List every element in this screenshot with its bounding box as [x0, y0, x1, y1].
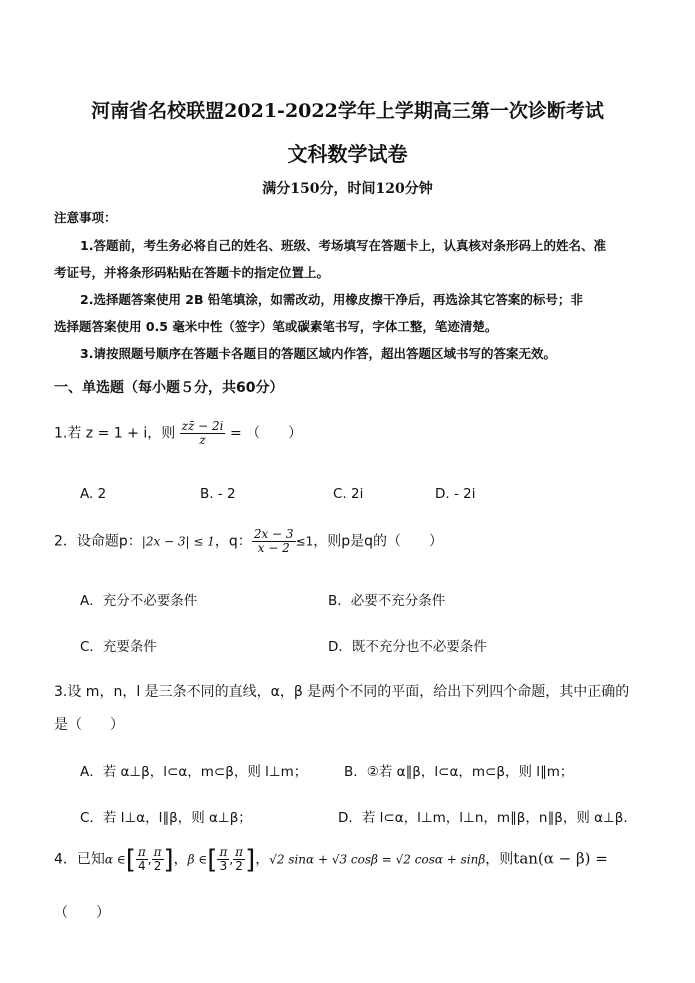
q4-sep-1: ，	[173, 851, 188, 868]
q3-option-b: B．②若 α∥β，l⊂α，m⊂β，则 l∥m；	[344, 764, 574, 780]
q4-beta-upper	[233, 846, 245, 873]
q2-fraction-denominator: x − 2	[257, 541, 290, 556]
question-3-line-1: 3.设 m，n，l 是三条不同的直线，α，β 是两个不同的平面，给出下列四个命题，其中正确的	[54, 684, 630, 700]
notice-item-3: 3.请按照题号顺序在答题卡各题目的答题区域内作答，超出答题区域书写的答案无效。	[80, 346, 556, 361]
q3-option-c: C．若 l⊥α，l∥β，则 α⊥β；	[80, 810, 252, 826]
q1-option-a: A. 2	[80, 486, 107, 502]
q1-option-c: C. 2i	[333, 486, 364, 502]
q2-option-d: D．既不充分也不必要条件	[328, 639, 487, 655]
q1-option-b: B. - 2	[200, 486, 236, 502]
q4-alpha-lower-num: π	[137, 845, 146, 859]
q4-beta-lower-den: 3	[219, 859, 228, 874]
q4-alpha-upper	[152, 846, 164, 873]
q4-beta-upper-num: π	[235, 845, 244, 859]
notice-item-1-line-1: 1.答题前，考生务必将自己的姓名、班级、考场填写在答题卡上，认真核对条形码上的姓名、准	[80, 238, 606, 253]
q2-fraction-numerator: 2x − 3	[253, 527, 294, 541]
question-3-line-2: 是（ ）	[54, 717, 124, 733]
q4-then: ，则	[485, 851, 514, 868]
q1-prefix: 1.若 z = 1 + i，则	[54, 425, 176, 442]
q2-proposition-p: |2x − 3| ≤ 1	[141, 534, 215, 549]
q4-target: tan(α − β) =	[513, 849, 608, 868]
question-1	[54, 420, 302, 447]
q4-alpha-upper-den: 2	[153, 859, 162, 874]
q4-equation: √2 sinα + √3 cosβ = √2 cosα + sinβ	[269, 852, 486, 867]
question-2	[54, 528, 443, 555]
question-4	[54, 846, 608, 873]
q2-prefix: 2．设命题p：	[54, 533, 142, 550]
q4-answer-blank: （ ）	[54, 905, 110, 921]
q4-alpha-upper-num: π	[153, 845, 162, 859]
q4-beta-close-bracket: ]	[245, 844, 256, 875]
q4-alpha-close-bracket: ]	[163, 844, 174, 875]
q4-sep-2: ，	[255, 851, 270, 868]
q3-option-a: A．若 α⊥β，l⊂α，m⊂β，则 l⊥m；	[80, 764, 308, 780]
notice-item-1-line-2: 考证号，并将条形码粘贴在答题卡的指定位置上。	[54, 265, 330, 280]
q2-suffix: ，则p是q的（ ）	[313, 533, 444, 550]
exam-title: 河南省名校联盟2021-2022学年上学期高三第一次诊断考试	[91, 100, 604, 122]
q4-beta-upper-den: 2	[235, 859, 243, 874]
q2-mid: ，q：	[214, 533, 252, 550]
q1-fraction	[180, 420, 226, 447]
q4-alpha-lower-den: 4	[138, 859, 146, 874]
q4-beta-in: β ∈	[187, 852, 208, 867]
notice-heading: 注意事项：	[54, 210, 117, 225]
q4-alpha-in: α ∈	[104, 852, 126, 867]
q2-option-c: C．充要条件	[80, 639, 157, 655]
q2-leq: ≤1	[295, 534, 314, 549]
q4-prefix: 4．已知	[54, 851, 105, 868]
q1-suffix: = （ ）	[229, 425, 303, 442]
q2-option-a: A．充分不必要条件	[80, 593, 198, 609]
q4-beta-comma: ,	[229, 852, 234, 867]
q1-fraction-numerator: zz̄ − 2i	[181, 419, 224, 433]
q1-option-d: D. - 2i	[435, 486, 476, 502]
notice-item-2-line-1: 2.选择题答案使用 2B 铅笔填涂，如需改动，用橡皮擦干净后，再选涂其它答案的标号；非	[80, 292, 583, 307]
section-title: 一、单选题（每小题５分，共60分）	[54, 380, 284, 396]
q4-alpha-open-bracket: [	[125, 844, 136, 875]
q4-alpha-lower	[136, 846, 148, 873]
q2-fraction	[252, 528, 296, 555]
q3-option-d: D．若 l⊂α，l⊥m，l⊥n，m∥β，n∥β，则 α⊥β.	[338, 810, 628, 826]
q4-alpha-comma: ,	[147, 852, 152, 867]
q1-fraction-denominator: z	[199, 433, 206, 448]
q2-option-b: B．必要不充分条件	[328, 593, 446, 609]
q4-beta-lower-num: π	[219, 845, 228, 859]
q4-beta-open-bracket: [	[207, 844, 218, 875]
exam-subject: 文科数学试卷	[287, 142, 408, 166]
q4-beta-lower	[217, 846, 229, 873]
exam-duration: 满分150分，时间120分钟	[262, 181, 433, 197]
notice-item-2-line-2: 选择题答案使用 0.5 毫米中性（签字）笔或碳素笔书写，字体工整，笔迹清楚。	[54, 319, 498, 334]
